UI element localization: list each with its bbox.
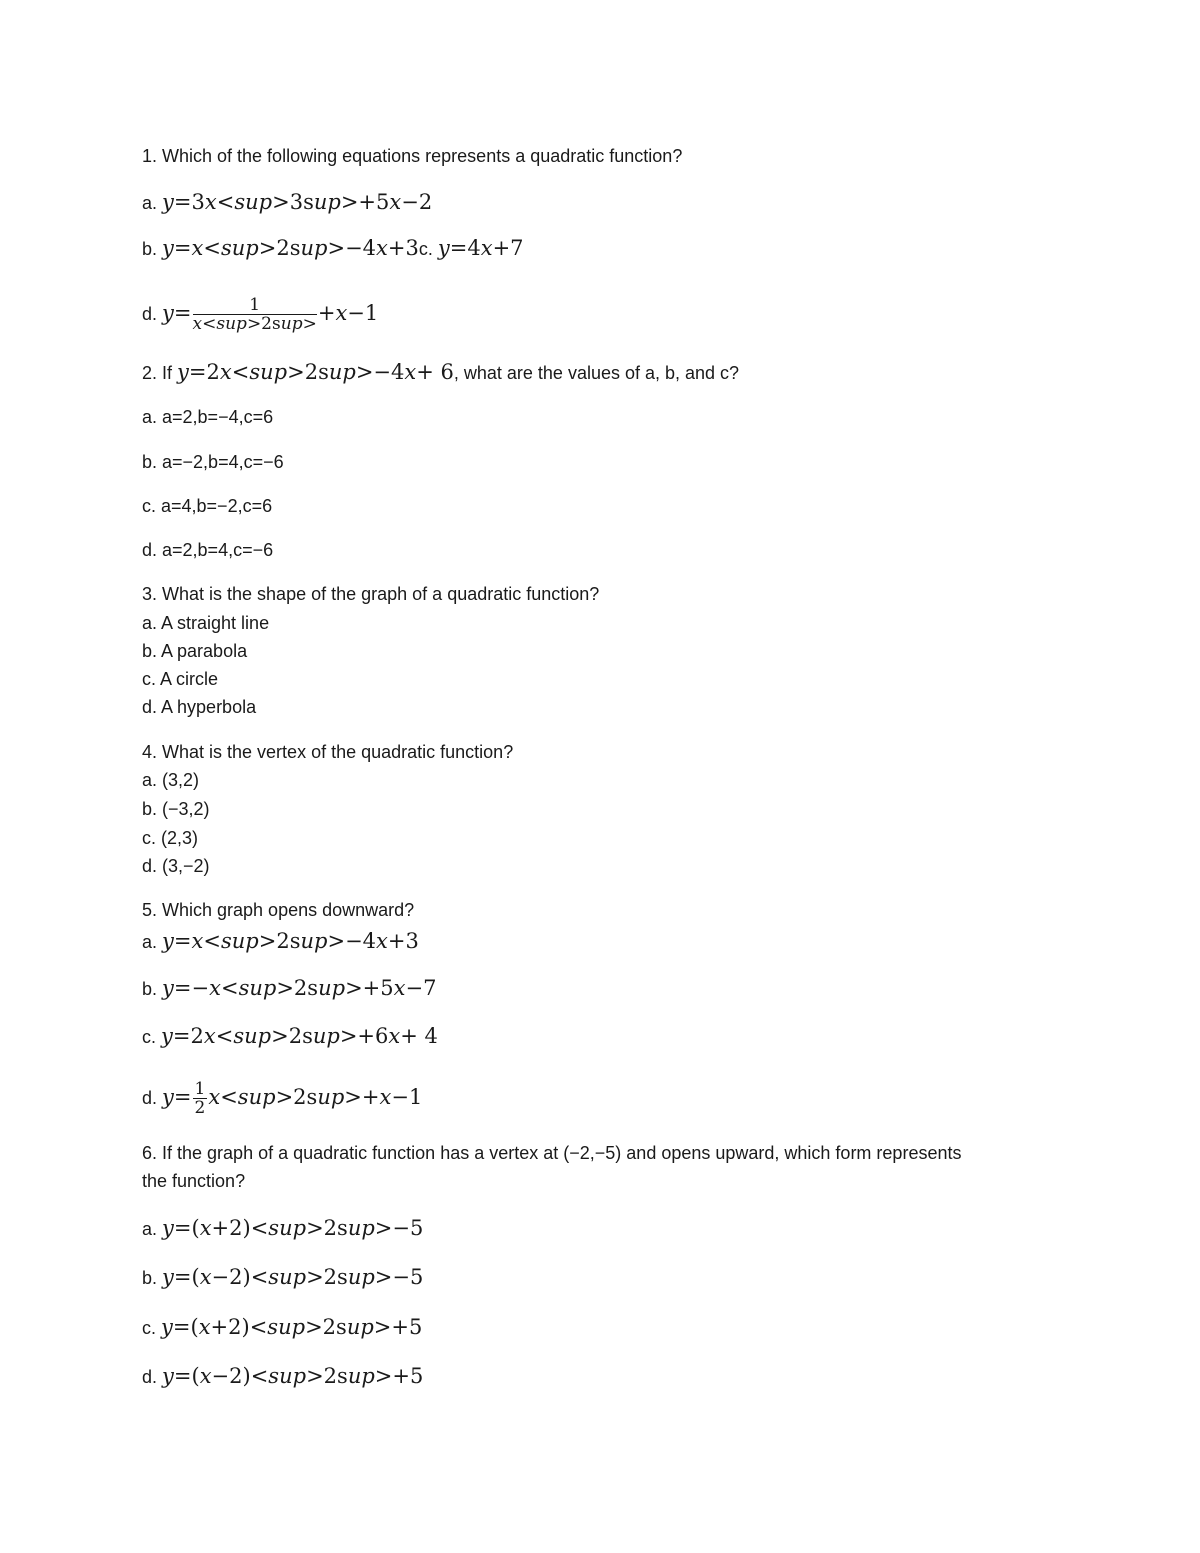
question-4-option-a: a. (3,2) <box>142 770 200 790</box>
question-6-stem-line-1: 6. If the graph of a quadratic function has a vertex at (−2,−5) and opens upward, which form represents <box>142 1143 962 1163</box>
equation: y=(x−2)<sup>2sup>+5 <box>162 1364 424 1388</box>
question-6-option-d: d. y=(x−2)<sup>2sup>+5 <box>142 1364 424 1388</box>
equation: y=(x+2)<sup>2sup>+5 <box>161 1315 423 1339</box>
question-4-option-d: d. (3,−2) <box>142 856 210 876</box>
equation: y=(x−2)<sup>2sup>−5 <box>162 1265 424 1289</box>
question-5-option-b: b. y=−x<sup>2sup>+5x−7 <box>142 976 437 1000</box>
question-6-option-c: c. y=(x+2)<sup>2sup>+5 <box>142 1315 423 1339</box>
equation: y= $\frac{1}{2}$ x<sup>2sup>+x−1 <box>162 1079 423 1118</box>
question-3-option-a: a. A straight line <box>142 613 270 633</box>
question-5-option-d: d. y= $\frac{1}{2}$ x<sup>2sup>+x−1 <box>142 1079 423 1118</box>
question-1-option-d: d. y= $\frac{1}{\text{x<sup>2sup>}}$ +x−1 <box>142 295 379 334</box>
equation: y=(x+2)<sup>2sup>−5 <box>162 1216 424 1240</box>
equation: y= $\frac{1}{\text{x<sup>2sup>}}$ +x−1 <box>162 295 379 334</box>
equation: y=x<sup>2sup>−4x+3 <box>162 236 419 260</box>
equation: y=x<sup>2sup>−4x+3 <box>162 929 419 953</box>
question-6-stem-line-2: the function? <box>142 1171 246 1191</box>
question-2-stem: 2. If y=2x<sup>2sup>−4x+ 6, what are the values of a, b, and c? <box>142 360 740 384</box>
question-2-option-c: c. a=4,b=−2,c=6 <box>142 496 273 516</box>
equation: y=4x+7 <box>437 236 524 260</box>
question-5-stem: 5. Which graph opens downward? <box>142 900 415 920</box>
equation: y=3x<sup>3sup>+5x−2 <box>162 190 433 214</box>
question-5-option-a: a. y=x<sup>2sup>−4x+3 <box>142 929 419 953</box>
question-4-option-c: c. (2,3) <box>142 828 199 848</box>
question-5-option-c: c. y=2x<sup>2sup>+6x+ 4 <box>142 1024 438 1048</box>
question-1-option-a: a. y=3x<sup>3sup>+5x−2 <box>142 190 433 214</box>
question-2-option-d: d. a=2,b=4,c=−6 <box>142 540 274 560</box>
equation: y=−x<sup>2sup>+5x−7 <box>162 976 437 1000</box>
question-6-option-a: a. y=(x+2)<sup>2sup>−5 <box>142 1216 424 1240</box>
question-4-option-b: b. (−3,2) <box>142 799 210 819</box>
question-3-option-d: d. A hyperbola <box>142 697 257 717</box>
equation: y=2x<sup>2sup>−4x+ 6 <box>177 360 454 384</box>
question-1-option-b-c: b. y=x<sup>2sup>−4x+3c. y=4x+7 <box>142 236 524 260</box>
question-3-option-b: b. A parabola <box>142 641 248 661</box>
question-2-option-a: a. a=2,b=−4,c=6 <box>142 407 274 427</box>
question-2-option-b: b. a=−2,b=4,c=−6 <box>142 452 284 472</box>
question-4-stem: 4. What is the vertex of the quadratic function? <box>142 742 514 762</box>
question-1-stem: 1. Which of the following equations represents a quadratic function? <box>142 146 683 166</box>
question-3-option-c: c. A circle <box>142 669 219 689</box>
question-3-stem: 3. What is the shape of the graph of a quadratic function? <box>142 584 600 604</box>
equation: y=2x<sup>2sup>+6x+ 4 <box>161 1024 438 1048</box>
question-6-option-b: b. y=(x−2)<sup>2sup>−5 <box>142 1265 424 1289</box>
